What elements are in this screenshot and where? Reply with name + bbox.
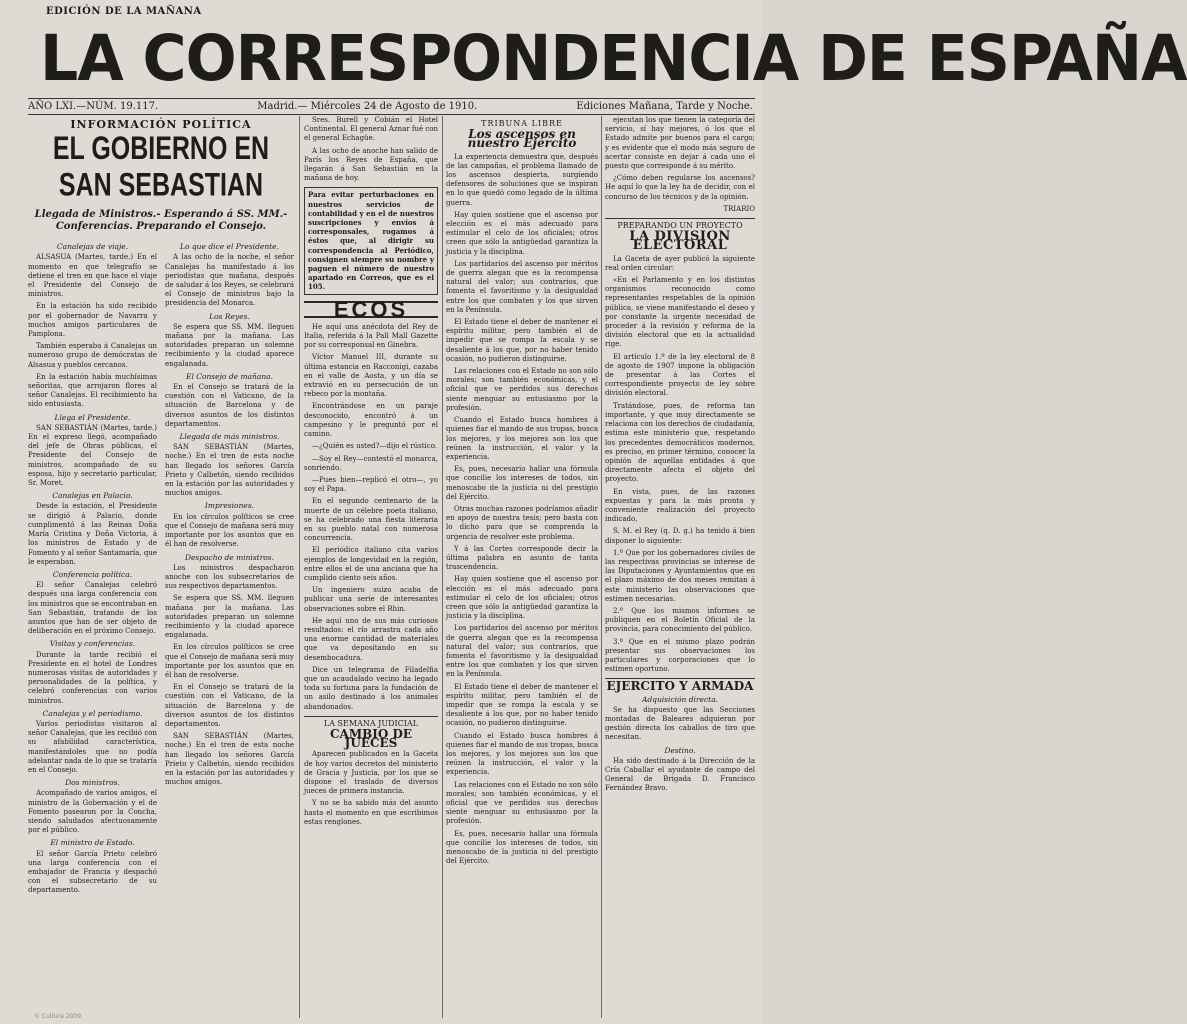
paragraph: He aquí una anécdota del Rey de Italia, referida á la Pall Mall Gazette por su corresponsal en Ginebra. (304, 322, 438, 350)
paragraph: Los ministros despacharon anoche con los subsecretarios de sus respectivos departamentos. (165, 563, 294, 591)
paragraph: Varios periodistas visitaron al señor Canalejas, que les recibió con su afabilidad característica, manifestándoles que no podía adelantar nada de lo que se trataría en el Consejo. (28, 719, 157, 774)
subhead: Los Reyes. (209, 311, 250, 321)
paragraph: SAN SEBASTIÁN (Martes, tarde.) En el expreso llegó, acompañado del jefe de Obras públicas, el Presidente del Consejo de ministros, acompañado de su esposa, hijo y secretario particular, Sr. Moret. (28, 423, 157, 488)
paragraph: Hay quien sostiene que el ascenso por elección es el más adecuado para estimular el celo de los oficiales; otros creen que sólo la antigüedad garantiza la justicia y la disciplina. (446, 575, 598, 621)
paragraph: Desde la estación, el Presidente se dirigió á Palacio, donde cumplimentó á las Reinas Doña María Cristina y Doña Victoria, á los ministros de Estado y de Fomento y al señor Santamaría, que le esperaban. (28, 502, 157, 566)
column-divider (442, 116, 443, 1018)
paragraph: El artículo 1.º de la ley electoral de 8 de agosto de 1907 impone la obligación de presentar á las Cortes el correspondiente proyecto de ley sobre división electoral. (605, 352, 755, 398)
paragraph: El Estado tiene el deber de mantener el espíritu militar, pero también el de impedir que se rompa la escala y se desaliente á los que, por no haber tenido ocasión, no pudieron distinguirse. (446, 682, 598, 728)
subhead: Llegada de más ministros. (179, 432, 280, 442)
paragraph: En el Consejo se tratará de la cuestión con el Vaticano, de la situación de Barcelona y de diversos asuntos de los distintos departamentos. (165, 383, 294, 428)
subhead: Dos ministros. (65, 778, 120, 788)
headline: EL GOBIERNO EN SAN SEBASTIAN (52, 130, 270, 204)
paragraph: A las ocho de anoche han salido de París los Reyes de España, que llegarán á San Sebastián en la mañana de hoy. (304, 146, 438, 183)
paragraph: Se ha dispuesto que las Secciones montadas de Baleares adquieran por gestión directa los caballos de tiro que necesitan. (605, 705, 755, 742)
paragraph: Las relaciones con el Estado no son sólo morales; son también económicas, y el oficial que ve perdidos sus derechos siente menguar su entusiasmo por la profesión. (446, 780, 598, 826)
paragraph: SAN SEBASTIÁN (Martes, noche.) En el tren de esta noche han llegado los señores García Prieto y Calbetón, siendo recibidos en la estación por las autoridades y muchos amigos. (165, 443, 294, 498)
paragraph: Cuando el Estado busca hombres á quienes fiar el mando de sus tropas, busca los mejores, y los mejores son los que reúnen la instrucción, el valor y la experiencia. (446, 416, 598, 461)
paragraph: En los círculos políticos se cree que el Consejo de mañana será muy importante por los asuntos que en él han de resolverse. (165, 512, 294, 549)
paragraph: 2.º Que los mismos informes se publiquen en el Boletín Oficial de la provincia, para conocimiento del público. (605, 606, 755, 634)
paragraph: Y no se ha sabido más del asunto hasta el momento en que escribimos estas renglones. (304, 799, 438, 826)
article-politica (28, 116, 294, 1020)
body-left (28, 239, 157, 898)
column-division (605, 116, 755, 1020)
paragraph: El Estado tiene el deber de mantener el espíritu militar, pero también el de impedir que se rompa la escala y se desaliente á los que, por no haber tenido ocasión, no pudieron distinguirse. (446, 318, 598, 363)
paragraph: Hay quien sostiene que el ascenso por elección es el más adecuado para estimular el celo de los oficiales; otros creen que sólo la antigüedad garantiza la justicia y la disciplina. (446, 210, 598, 256)
subhead: El Consejo de mañana. (185, 371, 274, 381)
dateline (28, 99, 753, 113)
paragraph: Es, pues, necesario hallar una fórmula que concilie los intereses de todos, sin menoscabo de la justicia ni del prestigio del Ejército. (446, 465, 598, 501)
paragraph: Cuando el Estado busca hombres á quienes fiar el mando de sus tropas, busca los mejores, y los mejores son los que reúnen la instrucción, el valor y la experiencia. (446, 731, 598, 777)
paragraph: En vista, pues, de las razones expuestas y para la más pronta y conveniente realización del proyecto indicado, (605, 487, 755, 524)
subhead: Visitas y conferencias. (49, 639, 136, 649)
paragraph: 3.º Que en el mismo plazo podrán presentar sus observaciones los particulares y corporaciones que lo estimen oportuno. (605, 637, 755, 674)
subhead: Canalejas y el periodismo. (42, 708, 143, 718)
column-divider (299, 116, 300, 1018)
paragraph: Tratándose, pues, de reforma tan importante, y que muy directamente se relaciona con los derechos de ciudadanía, estima este ministerio que, respetando los precedentes democráticos modernos, es preciso, en primer término, conocer la opinión de aquellas entidades á que directamente afecta el objeto del proyecto. (605, 401, 755, 484)
section-title: INFORMACIÓN POLÍTICA (70, 118, 252, 131)
paragraph: Ha sido destinado á la Dirección de la Cría Caballar el ayudante de campo del General de Brigada D. Francisco Fernández Bravo. (605, 756, 755, 793)
paragraph: ejecutan los que tienen la categoría del servicio, sí hay mejores, ó los que el Estado admite por buenos para el cargo; y es evidente que el modo más seguro de acertar consiste en dejar á cada uno el puesto que corresponde á su mérito. (605, 116, 755, 171)
article-title: LA DIVISION ELECTORAL (629, 229, 731, 254)
watermark: © Cultura 2009 (34, 1013, 82, 1020)
paragraph: El señor García Prieto celebró una larga conferencia con el embajador de Francia y despachó con el subsecretario de su departamento. (28, 849, 157, 895)
subhead: El ministro de Estado. (50, 838, 135, 848)
subhead: Despacho de ministros. (184, 552, 275, 562)
editions-label: Ediciones Mañana, Tarde y Noche. (576, 100, 753, 112)
column-tribuna (446, 116, 598, 1020)
paragraph: Las relaciones con el Estado no son sólo morales; son también económicas, y el oficial que ve perdidos sus derechos siente menguar su entusiasmo por la profesión. (446, 367, 598, 412)
paragraph: El señor Canalejas celebró después una larga conferencia con los ministros que se encontraban en San Sebastián, tratando de los asuntos que han de ser objeto de deliberación en el próximo Consejo. (28, 581, 157, 636)
paragraph: Y á las Cortes corresponde decir la última palabra en asunto de tanta trascendencia. (446, 544, 598, 572)
article-title: Los ascensos en nuestro Ejército (467, 127, 577, 151)
paragraph: Aparecen publicados en la Gaceta de hoy varios decretos del ministerio de Gracia y Justicia, por los que se dispone el traslado de diversos jueces de primera instancia. (304, 750, 438, 796)
paragraph: He aquí uno de sus más curiosos resultados: el río arrastra cada año una enorme cantidad de materiales que va depositando en su desembocadura. (304, 616, 438, 662)
section-label: LA SEMANA JUDICIAL (304, 716, 438, 728)
paragraph: Es, pues, necesario hallar una fórmula que concilie los intereses de todos, sin menoscabo de la justicia ni del prestigio del Ejército. (446, 829, 598, 866)
paragraph: SAN SEBASTIÁN (Martes, noche.) En el tren de esta noche han llegado los señores García Prieto y Calbetón, siendo recibidos en la estación por las autoridades y muchos amigos. (165, 732, 294, 787)
cambio-heading: CAMBIO DE JUECES (329, 726, 413, 751)
subhead: Llega el Presidente. (54, 412, 131, 422)
paragraph: Sres. Burell y Cobián el Hotel Continental. El general Aznar fué con el general Echagüe. (304, 116, 438, 143)
paragraph: Durante la tarde recibió el Presidente en el hotel de Londres numerosas visitas de autoridades y personalidades de la política, y celebró conferencias con varios ministros. (28, 650, 157, 705)
paragraph: En la estación había muchísimas señoritas, que arrojaron flores al señor Canalejas. El recibimiento ha sido entusiasta. (28, 372, 157, 409)
paragraph: «En el Parlamento y en los distintos organismos reconocido como representantes respetables de la opinión pública, se viene manifestando el deseo y por constante la urgente necesidad de proceder á la revisión y reforma de la división electoral que en la actualidad rige. (605, 276, 755, 349)
paragraph: Encontrándose en un paraje desconocido, encontró á un campesino y le preguntó por el camino. (304, 402, 438, 439)
tribuna-label: TRIBUNA LIBRE (481, 119, 563, 128)
subhead: Adquisición directa. (641, 694, 719, 704)
paragraph: Víctor Manuel III, durante su última estancia en Racconigi, cazaba en el valle de Aosta, y un día se extravió en su persecución de un rebeco por la montaña. (304, 353, 438, 399)
deck: Llegada de Ministros.- Esperando á SS. MM.- Conferencias. Preparando el Consejo. (34, 209, 288, 233)
body-right (165, 239, 294, 898)
paragraph: ¿Cómo deben regularse los ascensos? He aquí lo que la ley ha de decidir, con el concurso de los técnicos y de la opinión. (605, 174, 755, 201)
paragraph: Otras muchas razones podríamos añadir en apoyo de nuestra tesis; pero basta con lo dicho para que se comprenda la urgencia de resolver este problema. (446, 504, 598, 541)
subhead: Lo que dice el Presidente. (179, 242, 279, 252)
paragraph: 1.º Que por los gobernadores civiles de las respectivas provincias se interese de las Diputaciones y Ayuntamientos que en el plazo máximo de dos meses remitan á este ministerio las observaciones que estimen necesarias. (605, 548, 755, 603)
subhead: Impresiones. (204, 501, 255, 511)
paragraph: —¿Quién es usted?—dijo el rústico. (312, 442, 438, 451)
article-body (28, 239, 294, 898)
paragraph: Los partidarios del ascenso por méritos de guerra alegan que es la recompensa natural del valor; sus contrarios, que fomenta el favoritismo y la desigualdad entre los que combaten y los que sirven en la Península. (446, 624, 598, 679)
ecos-heading: ECOS (304, 301, 438, 318)
paragraph: Dice un telegrama de Filadelfia que un acaudalado vecino ha legado toda su fortuna para la fundación de un asilo destinado á los animales abandonados. (304, 665, 438, 711)
paragraph: En el Consejo se tratará de la cuestión con el Vaticano, de la situación de Barcelona y de diversos asuntos de los distintos departamentos. (165, 683, 294, 728)
paragraph: Se espera que SS. MM. lleguen mañana por la mañana. Las autoridades preparan un solemne recibimiento y la ciudad aparece engalanada. (165, 594, 294, 640)
masthead-title: LA CORRESPONDENCIA DE ESPAÑA (40, 22, 1187, 96)
subhead: Conferencia política. (52, 569, 133, 579)
paragraph: Los partidarios del ascenso por méritos de guerra alegan que es la recompensa natural del valor; sus contrarios, que fomenta el favoritismo y la desigualdad entre los que combaten y los que sirven en la Península. (446, 259, 598, 314)
paragraph: Un ingeniero suizo acaba de publicar una serie de interesantes observaciones sobre el Rhin. (304, 586, 438, 613)
paragraph: A las ocho de la noche, el señor Canalejas ha manifestado á los periodistas que mañana, después de saludar á los Reyes, se celebrará el Consejo de ministros bajo la presidencia del Monarca. (165, 253, 294, 308)
column-divider (601, 116, 602, 1018)
paragraph: La experiencia demuestra que, después de las campañas, el problema llamado de los ascensos despierta, surgiendo defensores de soluciones que se inspiran en lo que quedó como legado de la última guerra. (446, 152, 598, 207)
paragraph: También esperaba á Canalejas un numeroso grupo de demócratas de Alsasua y pueblos cercanos. (28, 342, 157, 369)
subhead: Destino. (664, 745, 696, 755)
paragraph: En la estación ha sido recibido por el gobernador de Navarra y muchos amigos particulares de Pamplona. (28, 302, 157, 339)
subhead: Canalejas en Palacio. (52, 491, 133, 501)
paragraph: En los círculos políticos se cree que el Consejo de mañana será muy importante por los asuntos que en él han de resolverse. (165, 643, 294, 679)
dateline-rule (28, 114, 755, 115)
column-ecos (304, 116, 438, 1020)
subhead: Canalejas de viaje. (56, 242, 129, 252)
paragraph: —Soy el Rey—contestó el monarca, sonriendo. (304, 454, 438, 472)
paragraph: En el segundo centenario de la muerte de un célebre poeta italiano, se ha celebrado una fiesta literaria en su pueblo natal con numerosa concurrencia. (304, 497, 438, 543)
section-label: PREPARANDO UN PROYECTO (605, 218, 755, 230)
paragraph: —Pues bien—replicó el otro—, yo soy el Papa. (304, 475, 438, 494)
paragraph: Se espera que SS. MM. lleguen mañana por la mañana. Las autoridades preparan un solemne recibimiento y la ciudad aparece engalanada. (165, 322, 294, 368)
signature: TRIARIO (723, 204, 755, 213)
notice-box: Para evitar perturbaciones en nuestros servicios de contabilidad y en el de nuestros suscripciones y envíos á corresponsales, rogamos á éstos que, al dirigir su correspondencia al Periódico, consignen siempre su nombre y paguen el número de nuestro apartado en Correos, que es el 105. (304, 187, 438, 294)
issue-date: Madrid.— Miércoles 24 de Agosto de 1910. (257, 100, 478, 112)
paragraph: La Gaceta de ayer publicó la siguiente real orden circular: (605, 254, 755, 272)
paragraph: El periódico italiano cita varios ejemplos de longevidad en la región, entre ellos el de una anciana que ha cumplido ciento seis años. (304, 546, 438, 582)
section-heading: EJERCITO Y ARMADA (606, 679, 754, 694)
paragraph: ALSASUA (Martes, tarde.) En el momento en que telegrafío se detiene el tren en que hace el viaje el Presidente del Consejo de ministros. (28, 253, 157, 299)
paragraph: S. M. el Rey (q. D. g.) ha tenido á bien disponer lo siguiente: (605, 527, 755, 545)
paragraph: Acompañado de varios amigos, el ministro de la Gobernación y el de Fomento pasearon por la Concha, siendo saludados afectuosamente por el público. (28, 789, 157, 835)
edition-label: EDICIÓN DE LA MAÑANA (46, 6, 202, 17)
issue-number: AÑO LXI.—NÚM. 19.117. (28, 100, 159, 112)
